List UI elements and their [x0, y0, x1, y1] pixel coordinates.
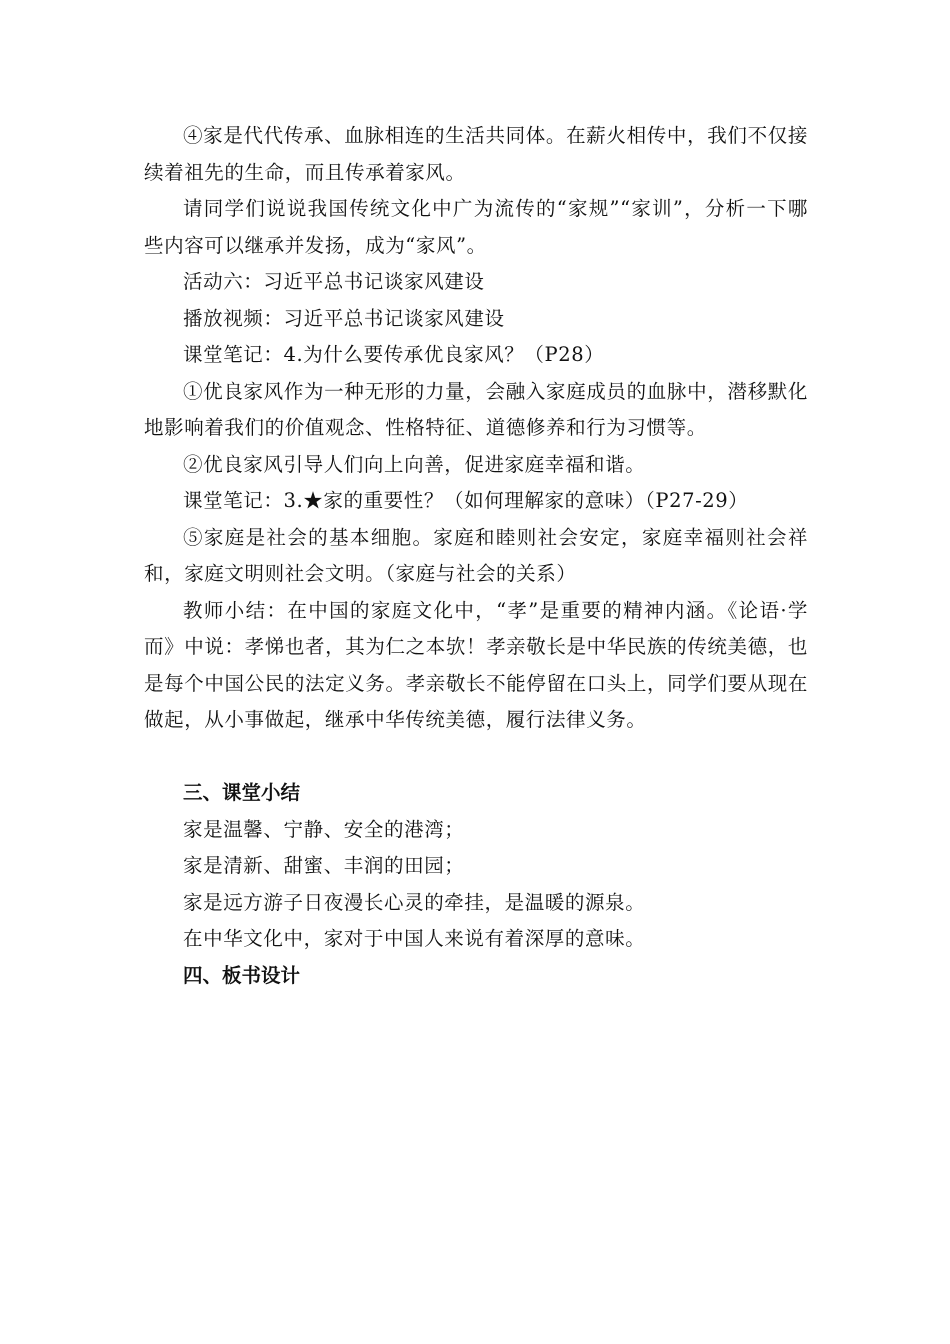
paragraph-family-community: ④家是代代传承、血脉相连的生活共同体。在薪火相传中，我们不仅接续着祖先的生命，而且传承着家风。 — [144, 124, 808, 184]
paragraph-class-note-4: 课堂笔记：4.为什么要传承优良家风？（P28） — [183, 343, 605, 366]
blank-line — [144, 739, 808, 776]
paragraph-class-note-3: 课堂笔记：3.★家的重要性？（如何理解家的意味）（P27-29） — [183, 489, 749, 512]
paragraph-activity-six: 活动六：习近平总书记谈家风建设 — [183, 270, 485, 293]
paragraph-play-video: 播放视频：习近平总书记谈家风建设 — [183, 306, 505, 330]
summary-line: 家是远方游子日夜漫长心灵的牵挂，是温暖的源泉。 — [183, 890, 646, 914]
paragraph-good-family-style-1: ①优良家风作为一种无形的力量，会融入家庭成员的血脉中，潜移默化地影响着我们的价值观念、性格特征、道德修养和行为习惯等。 — [144, 379, 808, 439]
summary-line: 在中华文化中，家对于中国人来说有着深厚的意味。 — [183, 927, 646, 950]
section-heading-board-design: 四、板书设计 — [183, 963, 301, 987]
paragraph-family-society: ⑤家庭是社会的基本细胞。家庭和睦则社会安定，家庭幸福则社会祥和，家庭文明则社会文明。（家庭与社会的关系） — [144, 525, 808, 585]
paragraph-family-rules-prompt: 请同学们说说我国传统文化中广为流传的“家规”“家训”，分析一下哪些内容可以继承并发扬，成为“家风”。 — [144, 197, 808, 257]
document-page — [144, 118, 808, 994]
paragraph-good-family-style-2: ②优良家风引导人们向上向善，促进家庭幸福和谐。 — [183, 452, 646, 476]
summary-line: 家是清新、甜蜜、丰润的田园； — [183, 854, 465, 877]
section-heading-class-summary: 三、课堂小结 — [183, 781, 301, 804]
summary-line: 家是温馨、宁静、安全的港湾； — [183, 817, 465, 841]
paragraph-teacher-summary: 教师小结：在中国的家庭文化中，“孝”是重要的精神内涵。《论语·学而》中说：孝悌也者，其为仁之本欤！孝亲敬长是中华民族的传统美德，也是每个中国公民的法定义务。孝亲敬长不能停留在口头上，同学们要从现在做起，从小事做起，继承中华传统美德，履行法律义务。 — [144, 598, 808, 731]
